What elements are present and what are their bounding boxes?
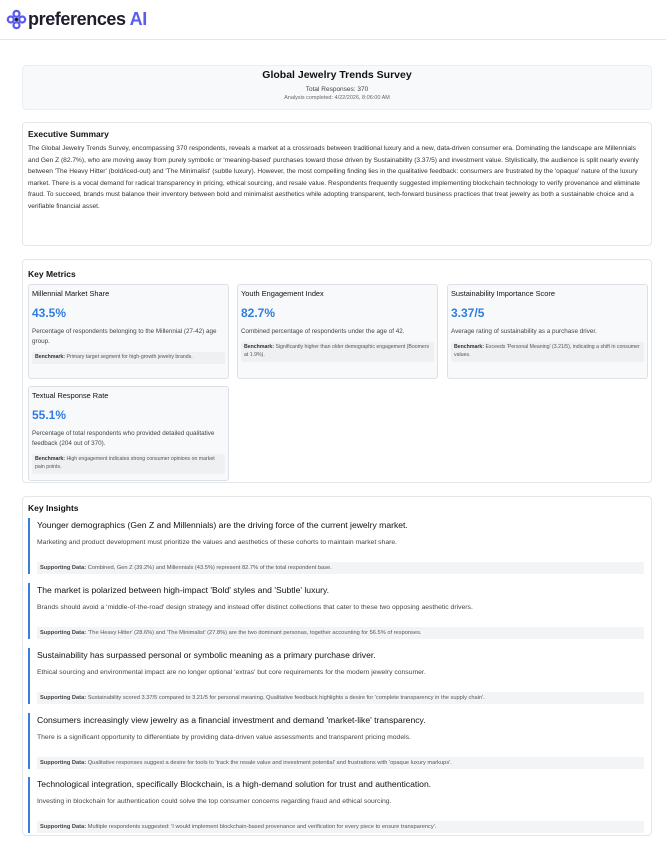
benchmark-label: Benchmark:: [35, 456, 65, 462]
brand-suffix: AI: [129, 9, 147, 29]
insight-supporting-data: [37, 821, 644, 833]
analysis-timestamp: Analysis completed: 4/22/2026, 8:06:00 AM: [284, 95, 390, 101]
insight-title: The market is polarized between high-impact 'Bold' styles and 'Subtle' luxury.: [37, 585, 330, 595]
supporting-data-label: Supporting Data:: [40, 695, 87, 701]
insight-item: [28, 583, 646, 639]
metric-card-textual-response-rate: [28, 386, 229, 481]
key-metrics-section: [22, 259, 652, 483]
insight-supporting-data: [37, 692, 644, 704]
brand-wordmark: [28, 8, 147, 30]
insight-description: Investing in blockchain for authentication could solve the top consumer concerns regarding fraud and ethical sourcing.: [37, 798, 392, 805]
metric-card-sustainability-score: [447, 284, 648, 379]
insight-item: [28, 648, 646, 704]
report-header: [22, 65, 652, 110]
metric-value: 55.1%: [32, 408, 67, 422]
insight-title: Younger demographics (Gen Z and Millennials) are the driving force of the current jewelry market.: [37, 520, 408, 530]
metric-benchmark: [32, 454, 225, 474]
report-title: Global Jewelry Trends Survey: [262, 69, 412, 81]
key-metrics-heading: Key Metrics: [28, 269, 76, 279]
supporting-data-text: Combined, Gen Z (39.2%) and Millennials (43.5%) represent 82.7% of the total respondent base.: [87, 565, 332, 571]
brand-logo[interactable]: [6, 8, 147, 30]
metric-description: Combined percentage of respondents under the age of 42.: [241, 328, 405, 335]
key-insights-heading: Key Insights: [28, 503, 79, 513]
benchmark-text: Significantly higher than older demographic engagement (Boomers at 1.9%).: [244, 344, 430, 358]
benchmark-label: Benchmark:: [35, 354, 65, 360]
metric-description: Percentage of total respondents who provided detailed qualitative feedback (204 out of 370).: [32, 430, 215, 447]
insight-description: Marketing and product development must prioritize the values and aesthetics of these cohorts to maintain market share.: [37, 539, 398, 546]
insight-supporting-data: [37, 562, 644, 574]
metric-label: Millennial Market Share: [32, 289, 110, 298]
brand-name: preferences: [28, 9, 126, 29]
metric-benchmark: [241, 342, 434, 362]
metric-card-youth-engagement: [237, 284, 438, 379]
insight-item: [28, 518, 646, 574]
benchmark-text: Exceeds 'Personal Meaning' (3.21/5), indicating a shift in consumer values.: [454, 344, 640, 358]
benchmark-label: Benchmark:: [244, 344, 274, 350]
metric-label: Textual Response Rate: [32, 391, 109, 400]
benchmark-text: High engagement indicates strong consumer opinions on market pain points.: [35, 456, 215, 470]
logo-mark-icon: [6, 9, 27, 30]
supporting-data-text: Sustainability scored 3.37/5 compared to 3.21/5 for personal meaning. Qualitative feedback highlights a desire for 'complete transparency in the supply chain'.: [87, 695, 485, 701]
insight-supporting-data: [37, 757, 644, 769]
insight-title: Sustainability has surpassed personal or symbolic meaning as a primary purchase driver.: [37, 650, 376, 660]
insight-title: Technological integration, specifically Blockchain, is a high-demand solution for trust and authentication.: [37, 779, 432, 789]
executive-summary-section: [22, 122, 652, 246]
insight-description: Brands should avoid a 'middle-of-the-road' design strategy and instead offer distinct collections that cater to these two opposing aesthetic drivers.: [37, 604, 473, 611]
top-bar: [0, 0, 666, 40]
supporting-data-label: Supporting Data:: [40, 824, 87, 830]
supporting-data-label: Supporting Data:: [40, 760, 87, 766]
insight-item: [28, 713, 646, 769]
insight-item: [28, 777, 646, 833]
metric-description: Average rating of sustainability as a purchase driver.: [451, 328, 597, 335]
metric-description: Percentage of respondents belonging to the Millennial (27-42) age group.: [32, 328, 217, 345]
key-insights-section: [22, 496, 652, 836]
insight-title: Consumers increasingly view jewelry as a financial investment and demand 'market-like' transparency.: [37, 715, 426, 725]
total-responses: Total Responses: 370: [305, 86, 369, 93]
metric-value: 43.5%: [32, 306, 67, 320]
metric-card-millennial-share: [28, 284, 229, 379]
insight-description: There is a significant opportunity to differentiate by providing data-driven value assessments and transparent pricing models.: [37, 734, 411, 741]
supporting-data-label: Supporting Data:: [40, 565, 87, 571]
metric-label: Sustainability Importance Score: [451, 289, 555, 298]
metric-benchmark: [32, 352, 225, 364]
metric-label: Youth Engagement Index: [241, 289, 324, 298]
supporting-data-label: Supporting Data:: [40, 630, 87, 636]
metric-value: 82.7%: [241, 306, 276, 320]
supporting-data-text: Qualitative responses suggest a desire for tools to 'track the resale value and investment potential' and frustrations with 'opaque luxury markups'.: [87, 760, 452, 766]
benchmark-text: Primary target segment for high-growth jewelry brands.: [66, 354, 193, 360]
executive-summary-heading: Executive Summary: [28, 129, 109, 139]
metric-benchmark: [451, 342, 644, 362]
executive-summary-text: The Global Jewelry Trends Survey, encompassing 370 respondents, reveals a market at a crossroads between traditional luxury and a new, data-driven consumer era. Dominating the landscape are Millennials and Gen Z (82.7%), who are moving away from purely symbolic or 'meaning-based' purchases toward those driven by Sustainability (3.37/5) and investment value. Stylistically, the audience is split nearly evenly between 'The Heavy Hitter' (bold/iced-out) and 'The Minimalist' (subtle luxury). However, the most compelling finding lies in the qualitative feedback: consumers are frustrated by the 'opaque' nature of the luxury market. There is a vocal demand for radical transparency in pricing, ethical sourcing, and resale value. Respondents frequently suggested implementing blockchain technology to verify provenance and eliminate fraud. To succeed, brands must balance their inventory between bold and minimalist aesthetics while adopting transparent, tech-forward business practices that treat jewelry as both a sustainable choice and a verifiable financial asset.: [28, 145, 640, 210]
benchmark-label: Benchmark:: [454, 344, 484, 350]
supporting-data-text: Multiple respondents suggested: 'I would implement blockchain-based provenance and verification for every piece to ensure transparency'.: [87, 824, 437, 830]
insight-description: Ethical sourcing and environmental impact are no longer optional 'extras' but core requirements for the modern jewelry consumer.: [37, 669, 426, 676]
supporting-data-text: 'The Heavy Hitter' (28.6%) and 'The Minimalist' (27.8%) are the two dominant personas, together accounting for 56.5% of responses.: [87, 630, 422, 636]
metric-value: 3.37/5: [451, 306, 485, 320]
insight-supporting-data: [37, 627, 644, 639]
